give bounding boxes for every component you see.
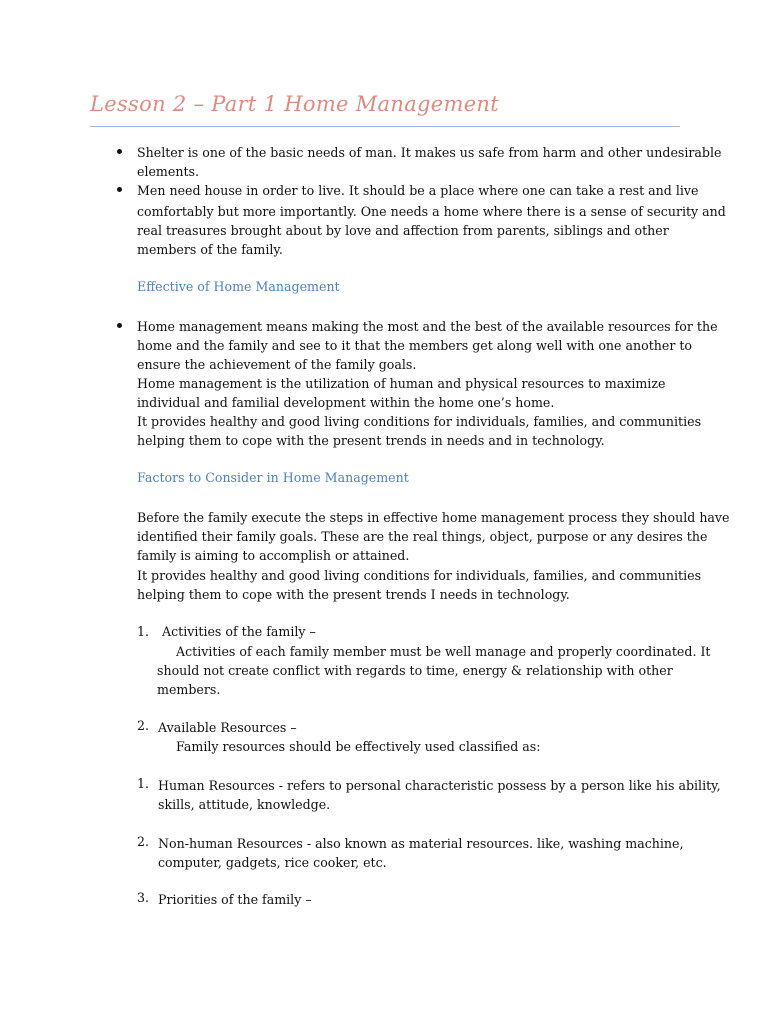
bullet-line: real treasures brought about by love and affection from parents, siblings and other	[137, 223, 669, 238]
document-title: Lesson 2 – Part 1 Home Management	[90, 92, 499, 116]
bullet-line: helping them to cope with the present trends in needs and in technology.	[137, 433, 605, 448]
list-item-line: Human Resources - refers to personal characteristic possess by a person like his ability,	[158, 778, 721, 793]
list-item-title: Activities of the family –	[162, 624, 316, 639]
list-item-line: Activities of each family member must be well manage and properly coordinated. It	[176, 644, 711, 659]
title-underline	[90, 126, 680, 127]
bullet-line: ensure the achievement of the family goals.	[137, 357, 417, 372]
bullet-line: members of the family.	[137, 242, 283, 257]
list-item-line: Family resources should be effectively used classified as:	[176, 739, 541, 754]
bullet-line: Home management means making the most and the best of the available resources for the	[137, 319, 718, 334]
bullet-line: It provides healthy and good living conditions for individuals, families, and communities	[137, 414, 702, 429]
list-number: 1.	[137, 776, 150, 791]
list-number: 1.	[137, 624, 150, 639]
section-heading: Effective of Home Management	[137, 279, 340, 294]
paragraph-line: identified their family goals. These are the real things, object, purpose or any desires the	[137, 529, 708, 544]
bullet-line: Men need house in order to live. It should be a place where one can take a rest and live	[137, 183, 699, 198]
bullet-dot	[117, 323, 122, 328]
list-number: 2.	[137, 834, 150, 849]
paragraph-line: It provides healthy and good living conditions for individuals, families, and communities	[137, 568, 702, 583]
paragraph-line: helping them to cope with the present trends I needs in technology.	[137, 587, 570, 602]
paragraph-line: Before the family execute the steps in effective home management process they should have	[137, 510, 730, 525]
bullet-line: home and the family and see to it that the members get along well with one another to	[137, 338, 692, 353]
bullet-line: Home management is the utilization of human and physical resources to maximize	[137, 376, 666, 391]
list-item-line: Non-human Resources - also known as material resources. like, washing machine,	[158, 836, 684, 851]
list-item-line: members.	[157, 682, 221, 697]
list-number: 3.	[137, 890, 150, 905]
bullet-line: elements.	[137, 164, 199, 179]
list-item-line: skills, attitude, knowledge.	[158, 797, 331, 812]
list-item-title: Available Resources –	[158, 720, 297, 735]
section-heading: Factors to Consider in Home Management	[137, 470, 409, 485]
bullet-dot	[117, 149, 122, 154]
bullet-dot	[117, 187, 122, 192]
bullet-line: comfortably but more importantly. One needs a home where there is a sense of security and	[137, 204, 726, 219]
bullet-line: individual and familial development within the home one’s home.	[137, 395, 555, 410]
list-item-line: computer, gadgets, rice cooker, etc.	[158, 855, 387, 870]
list-item-line: Priorities of the family –	[158, 892, 312, 907]
list-number: 2.	[137, 718, 150, 733]
bullet-line: Shelter is one of the basic needs of man. It makes us safe from harm and other undesirable	[137, 145, 722, 160]
list-item-line: should not create conflict with regards to time, energy & relationship with other	[157, 663, 673, 678]
paragraph-line: family is aiming to accomplish or attained.	[137, 548, 410, 563]
